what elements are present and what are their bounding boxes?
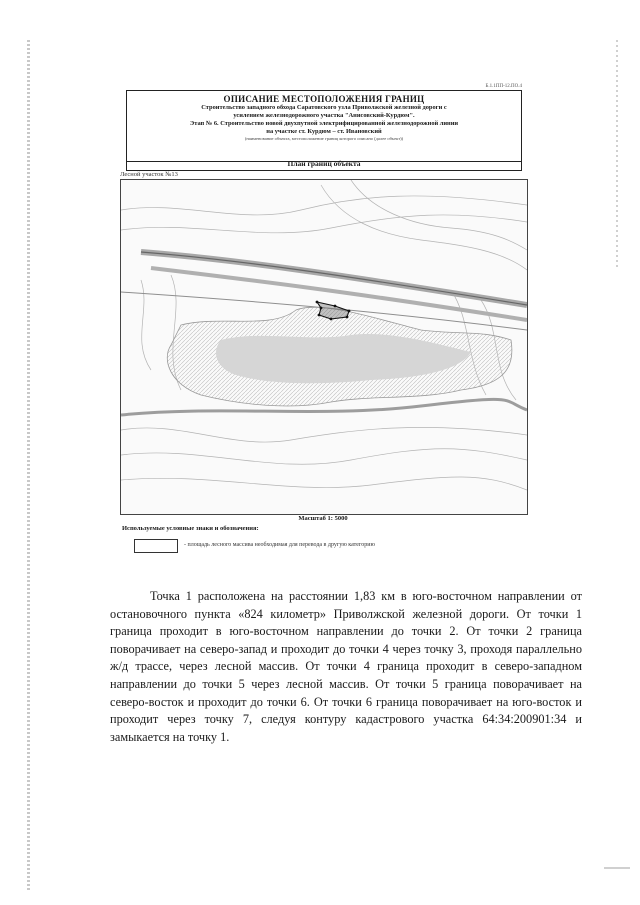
legend-swatch [134, 539, 178, 553]
plan-title: План границ объекта [126, 157, 522, 171]
scan-edge-left [27, 40, 30, 890]
scan-edge-right [616, 40, 618, 270]
map-scale: Масштаб 1: 5000 [298, 515, 348, 522]
boundary-map [120, 179, 528, 515]
header-line-4: на участке ст. Курдюм – ст. Ивановский [266, 128, 382, 135]
parcel-label: Лесной участок №13 [120, 171, 178, 178]
header-box [126, 90, 522, 162]
plan-sheet [120, 84, 526, 562]
map-graphic [121, 180, 527, 514]
header-note: (наименование объекта, местоположение границ которого описано (далее объект)) [244, 136, 404, 141]
legend-item-text: - площадь лесного массива необходимая для перевода в другую категорию [184, 542, 375, 548]
header-line-2: усилением железнодорожного участка "Анисовский-Курдюм". [233, 112, 415, 119]
header-line-3: Этап № 6. Строительство новой двухпутной электрифицированной железнодорожной линии [189, 120, 459, 127]
document-title: ОПИСАНИЕ МЕСТОПОЛОЖЕНИЯ ГРАНИЦ [223, 94, 425, 104]
header-line-1: Строительство западного обхода Саратовского узла Приволжской железной дороги с [201, 104, 447, 111]
scan-edge-right-bottom [604, 867, 630, 869]
boundary-polygon [317, 302, 349, 319]
boundary-description: Точка 1 расположена на расстоянии 1,83 км в юго-восточном направлении от остановочного пункта «824 километр» Приволжской железной дороги. От точки 1 граница проходит в юго-восточном направлении до точки 2. От точки 2 граница поворачивает на северо-запад и проходит до точки 4 через точку 3, проходя параллельно ж/д трассе, через лесной массив. От точки 4 граница проходит в северо-западном направлении до точки 5 через лесной массив. От точки 5 граница поворачивает на северо-восток и проходит до точки 6. От точки 6 граница поворачивает на юго-восток и проходит через точку 7, следуя контуру кадастрового участка 64:34:200901:34 и замыкается на точку 1. [110, 589, 582, 744]
sheet-reference: Б.1.1ПП-12.ПО.4 [485, 84, 522, 89]
legend-title: Используемые условные знаки и обозначения: [122, 525, 259, 532]
